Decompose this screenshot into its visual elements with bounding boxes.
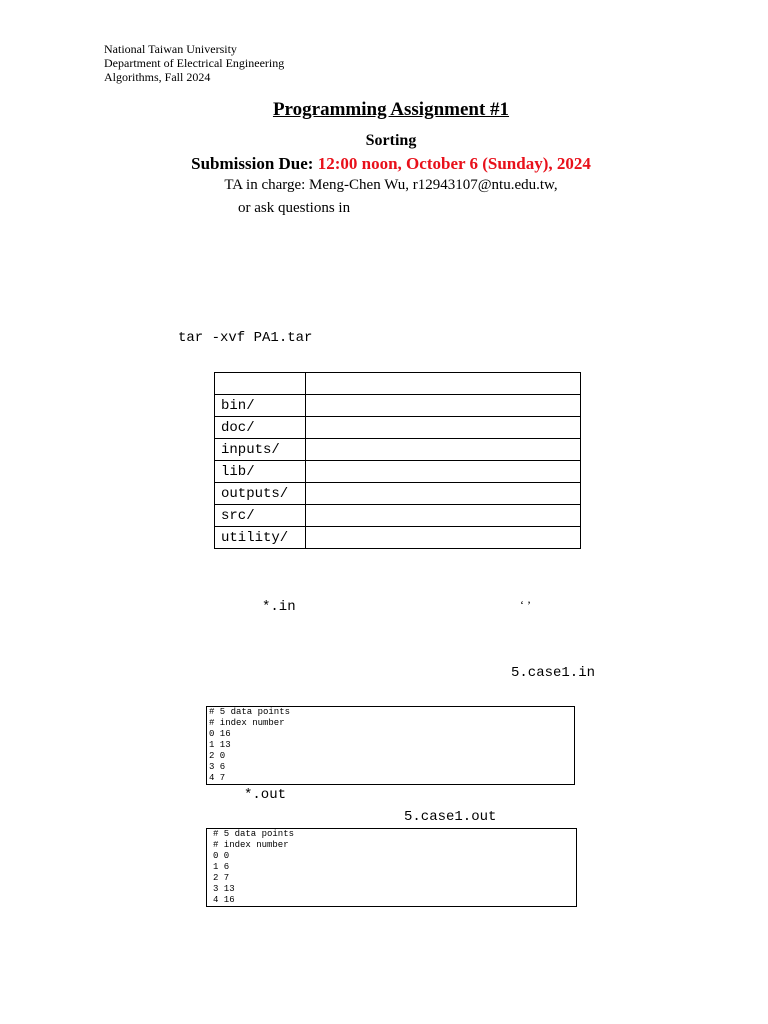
submission-due: [0, 154, 768, 174]
input-example-box: [206, 706, 575, 785]
code-line: 1 6: [213, 862, 230, 872]
code-line: 4 7: [209, 773, 226, 783]
directory-name: utility/: [215, 527, 306, 549]
due-date: 12:00 noon, October 6 (Sunday), 2024: [317, 154, 591, 173]
table-cell: [215, 373, 306, 395]
input-example-name: 5.case1.in: [511, 665, 596, 681]
directory-description: [306, 527, 581, 549]
directory-name: lib/: [215, 461, 306, 483]
tar-command: tar -xvf PA1.tar: [178, 330, 313, 346]
table-row: [215, 483, 581, 505]
directory-description: [306, 417, 581, 439]
code-line: 3 13: [213, 884, 235, 894]
code-line: # index number: [213, 840, 289, 850]
ta-contact: TA in charge: Meng-Chen Wu, r12943107@ntu.edu.tw,: [224, 177, 558, 193]
directory-name: bin/: [215, 395, 306, 417]
header-university: National Taiwan University: [104, 42, 237, 56]
table-row: [215, 417, 581, 439]
due-label: Submission Due:: [191, 154, 318, 173]
assignment-title: Programming Assignment #1: [272, 99, 510, 120]
code-line: 2 0: [209, 751, 226, 761]
directory-description: [306, 461, 581, 483]
table-row: [215, 439, 581, 461]
table-row: [215, 505, 581, 527]
code-line: 4 16: [213, 895, 235, 905]
directory-description: [306, 483, 581, 505]
code-line: 1 13: [209, 740, 231, 750]
code-line: 3 6: [209, 762, 226, 772]
directory-description: [306, 395, 581, 417]
quote-marks: ‘ ’: [520, 598, 531, 612]
ask-questions-text: or ask questions in: [238, 200, 351, 216]
directory-name: doc/: [215, 417, 306, 439]
code-line: # index number: [209, 718, 285, 728]
header-course: Algorithms, Fall 2024: [104, 70, 211, 84]
table-row: [215, 527, 581, 549]
table-row: [215, 461, 581, 483]
table-row: [215, 373, 581, 395]
code-line: # 5 data points: [213, 829, 295, 839]
directory-description: [306, 505, 581, 527]
directory-name: src/: [215, 505, 306, 527]
code-line: 0 16: [209, 729, 231, 739]
header-department: Department of Electrical Engineering: [104, 56, 285, 70]
directory-description: [306, 439, 581, 461]
output-pattern: *.out: [244, 787, 287, 803]
directory-name: outputs/: [215, 483, 306, 505]
output-example-name: 5.case1.out: [404, 809, 497, 825]
code-line: 2 7: [213, 873, 230, 883]
code-line: # 5 data points: [209, 707, 291, 717]
assignment-subtitle: Sorting: [365, 132, 417, 149]
output-example-box: [206, 828, 577, 907]
directory-table: [214, 372, 581, 549]
table-cell: [306, 373, 581, 395]
table-row: [215, 395, 581, 417]
code-line: 0 0: [213, 851, 230, 861]
directory-name: inputs/: [215, 439, 306, 461]
input-pattern: *.in: [262, 599, 296, 615]
